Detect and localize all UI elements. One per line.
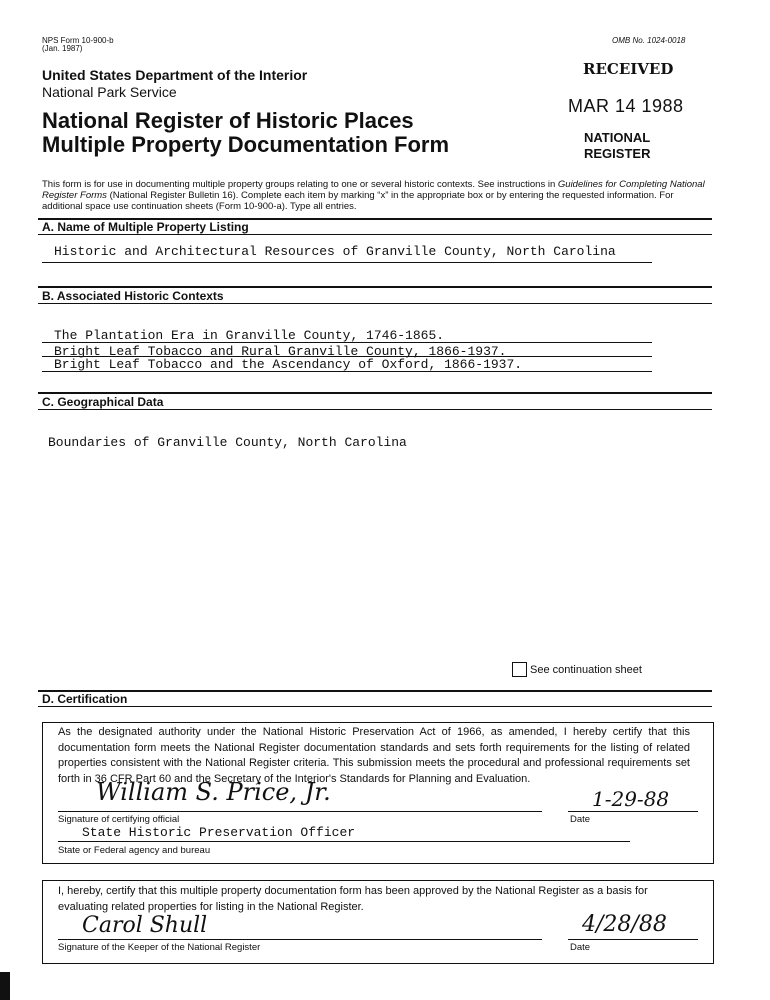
instructions-guidelines-title: Guidelines for Completing National Register Forms (42, 179, 705, 201)
scan-edge-mark (0, 972, 10, 1000)
divider (38, 392, 712, 394)
stamp-national: NATIONAL (584, 130, 651, 145)
keeper-signature-label: Signature of the Keeper of the National Register (58, 942, 261, 953)
agency-value: State Historic Preservation Officer (82, 825, 356, 840)
instructions (42, 179, 714, 212)
continuation-checkbox[interactable] (512, 662, 527, 677)
historic-context-item: The Plantation Era in Granville County, 1746-1865. (54, 328, 445, 343)
certifying-date: 1-29-88 (592, 787, 670, 811)
omb-number: OMB No. 1024-0018 (612, 36, 686, 45)
stamp-register: REGISTER (584, 146, 651, 161)
date-line (568, 811, 698, 812)
form-title-line1: National Register of Historic Places (42, 108, 414, 133)
divider (38, 706, 712, 707)
form-date: (Jan. 1987) (42, 44, 83, 53)
form-title-line2: Multiple Property Documentation Form (42, 132, 450, 157)
divider (38, 234, 712, 235)
divider (38, 409, 712, 410)
certifying-signature-label: Signature of certifying official (58, 814, 180, 825)
agency-label: State or Federal agency and bureau (58, 845, 211, 856)
historic-context-item: Bright Leaf Tobacco and the Ascendancy of Oxford, 1866-1937. (54, 357, 523, 372)
section-c-heading: C. Geographical Data (42, 395, 164, 409)
certifying-date-label: Date (570, 814, 591, 825)
date-line (568, 939, 698, 940)
underline (42, 262, 652, 263)
signature-line (58, 811, 542, 812)
keeper-statement: I, hereby, certify that this multiple property documentation form has been approved by the National Register as a basis for evaluating related properties for listing in the National Register. (58, 885, 648, 913)
signature-line (58, 939, 542, 940)
geographical-data: Boundaries of Granville County, North Carolina (48, 435, 407, 450)
form-number: NPS Form 10-900-b (42, 36, 114, 45)
keeper-date-label: Date (570, 942, 591, 953)
certifying-signature: William S. Price, Jr. (96, 778, 331, 806)
underline (42, 371, 652, 372)
divider (38, 286, 712, 288)
divider (38, 303, 712, 304)
keeper-signature: Carol Shull (82, 913, 208, 938)
section-b-heading: B. Associated Historic Contexts (42, 289, 224, 303)
historic-context-item: Bright Leaf Tobacco and Rural Granville County, 1866-1937. (54, 344, 507, 359)
department-name: United States Department of the Interior (42, 67, 308, 83)
instructions-text-cont: (National Register Bulletin 16). Complete each item by marking “x” in the appropriate box or by entering the requested information. For additional space use continuation sheets (Form 10-900-a). Type all entries. (42, 190, 674, 212)
underline (42, 342, 652, 343)
agency-line (58, 841, 630, 842)
section-d-heading: D. Certification (42, 692, 128, 706)
property-listing-name: Historic and Architectural Resources of Granville County, North Carolina (54, 244, 616, 259)
continuation-label: See continuation sheet (530, 664, 642, 676)
received-stamp: RECEIVED (583, 60, 674, 78)
received-date: MAR 14 1988 (568, 96, 684, 116)
divider (38, 690, 712, 692)
instructions-text: This form is for use in documenting multiple property groups relating to one or several historic contexts. See instructions in (42, 179, 558, 190)
certification-statement: As the designated authority under the National Historic Preservation Act of 1966, as amended, I hereby certify that this documentation form meets the National Register documentation standards and sets forth requirements for the listing of related properties consistent with the National Register criteria. This submission meets the procedural and professional requirements set forth in 36 CFR Part 60 and the Secretary of the Interior's Standards for Planning and Evaluation. (58, 726, 690, 785)
keeper-date: 4/28/88 (582, 912, 667, 937)
service-name: National Park Service (42, 84, 177, 100)
section-a-heading: A. Name of Multiple Property Listing (42, 220, 249, 234)
